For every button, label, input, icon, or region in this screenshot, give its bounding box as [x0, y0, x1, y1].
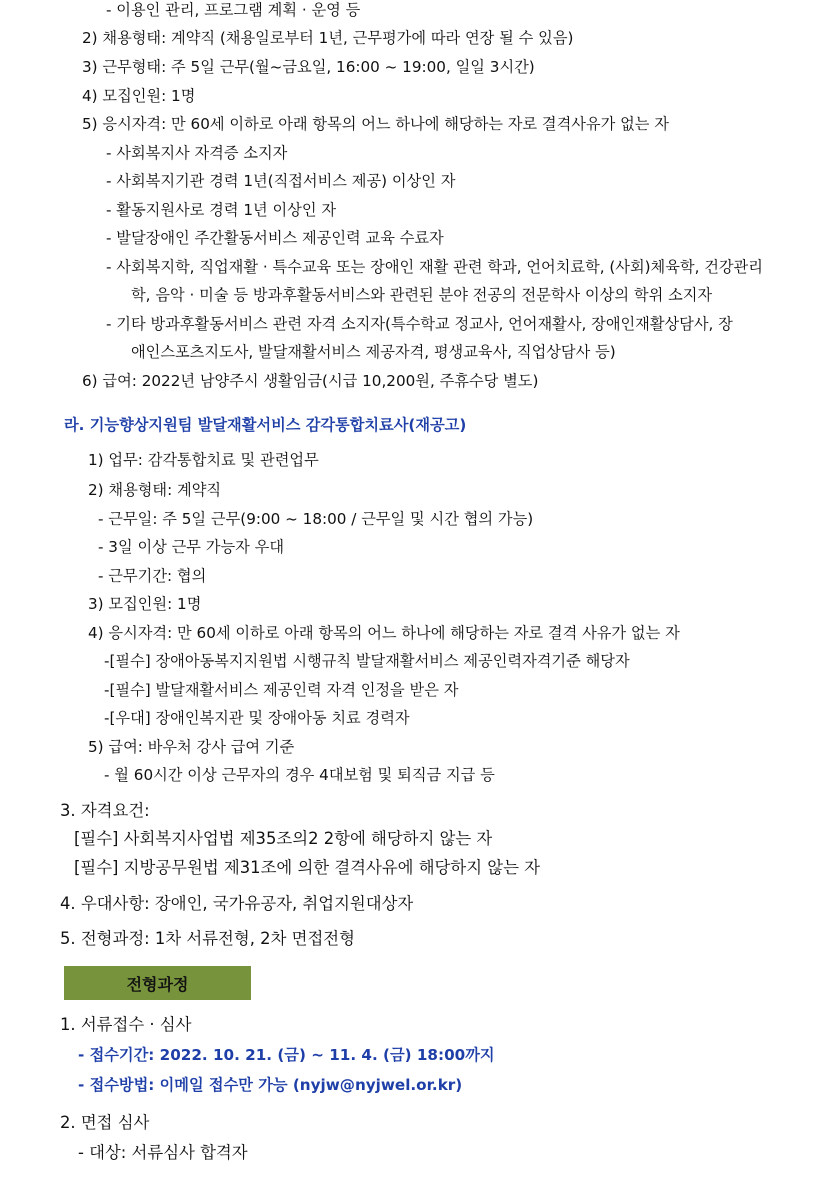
text-line: [필수] 사회복지사업법 제35조의2 2항에 해당하지 않는 자	[74, 829, 493, 848]
text-line: - 사회복지사 자격증 소지자	[106, 144, 288, 162]
text-line: 4) 모집인원: 1명	[82, 87, 196, 105]
text-line: 1) 업무: 감각통합치료 및 관련업무	[88, 451, 319, 469]
text-line: - 근무기간: 협의	[98, 567, 207, 585]
text-line: - 사회복지기관 경력 1년(직접서비스 제공) 이상인 자	[106, 172, 456, 190]
text-line: 5) 급여: 바우처 강사 급여 기준	[88, 738, 295, 756]
text-line: 6) 급여: 2022년 남양주시 생활임금(시급 10,200원, 주휴수당 별도)	[82, 372, 539, 390]
text-line: 4) 응시자격: 만 60세 이하로 아래 항목의 어느 하나에 해당하는 자로 결격 사유가 없는 자	[88, 624, 680, 642]
text-line: - 발달장애인 주간활동서비스 제공인력 교육 수료자	[106, 229, 444, 247]
text-line: 3) 근무형태: 주 5일 근무(월~금요일, 16:00 ~ 19:00, 일일 3시간)	[82, 58, 535, 76]
text-line: -[필수] 발달재활서비스 제공인력 자격 인정을 받은 자	[104, 681, 459, 699]
text-line: - 근무일: 주 5일 근무(9:00 ~ 18:00 / 근무일 및 시간 협의 가능)	[98, 510, 534, 528]
text-line: 5. 전형과정: 1차 서류전형, 2차 면접전형	[60, 929, 355, 948]
text-line: - 대상: 서류심사 합격자	[78, 1143, 248, 1162]
text-line: 2. 면접 심사	[60, 1113, 150, 1132]
text-line: -[필수] 장애아동복지지원법 시행규칙 발달재활서비스 제공인력자격기준 해당자	[104, 652, 630, 670]
text-line: - 활동지원사로 경력 1년 이상인 자	[106, 201, 337, 219]
text-line: - 월 60시간 이상 근무자의 경우 4대보험 및 퇴직금 지급 등	[104, 766, 495, 784]
text-line: 3. 자격요건:	[60, 801, 150, 820]
text-line: 1. 서류접수 · 심사	[60, 1015, 192, 1034]
text-line: - 기타 방과후활동서비스 관련 자격 소지자(특수학교 정교사, 언어재활사, 장애인재활상담사, 장	[106, 315, 733, 333]
text-line: [필수] 지방공무원법 제31조에 의한 결격사유에 해당하지 않는 자	[74, 858, 540, 877]
text-line: 2) 채용형태: 계약직 (채용일로부터 1년, 근무평가에 따라 연장 될 수 있음)	[82, 29, 574, 47]
text-line: - 접수기간: 2022. 10. 21. (금) ~ 11. 4. (금) 18:00까지	[78, 1046, 495, 1064]
text-line: 애인스포츠지도사, 발달재활서비스 제공자격, 평생교육사, 직업상담사 등)	[131, 343, 616, 361]
text-line: - 사회복지학, 직업재활 · 특수교육 또는 장애인 재활 관련 학과, 언어치료학, (사회)체육학, 건강관리	[106, 258, 763, 276]
text-line: 학, 음악 · 미술 등 방과후활동서비스와 관련된 분야 전공의 전문학사 이상의 학위 소지자	[131, 286, 713, 304]
text-line: - 접수방법: 이메일 접수만 가능 (nyjw@nyjwel.or.kr)	[78, 1076, 463, 1094]
text-line: 4. 우대사항: 장애인, 국가유공자, 취업지원대상자	[60, 894, 414, 913]
section-header-label: 전형과정	[126, 974, 189, 994]
section-header-selection-process	[64, 966, 251, 1000]
text-line: - 3일 이상 근무 가능자 우대	[98, 538, 284, 556]
text-line: - 이용인 관리, 프로그램 계획 · 운영 등	[106, 1, 361, 19]
text-line: 라. 기능향상지원팀 발달재활서비스 감각통합치료사(재공고)	[64, 416, 467, 434]
text-line: 2) 채용형태: 계약직	[88, 481, 222, 499]
text-line: 3) 모집인원: 1명	[88, 595, 202, 613]
text-line: -[우대] 장애인복지관 및 장애아동 치료 경력자	[104, 709, 410, 727]
text-line: 5) 응시자격: 만 60세 이하로 아래 항목의 어느 하나에 해당하는 자로 결격사유가 없는 자	[82, 115, 669, 133]
